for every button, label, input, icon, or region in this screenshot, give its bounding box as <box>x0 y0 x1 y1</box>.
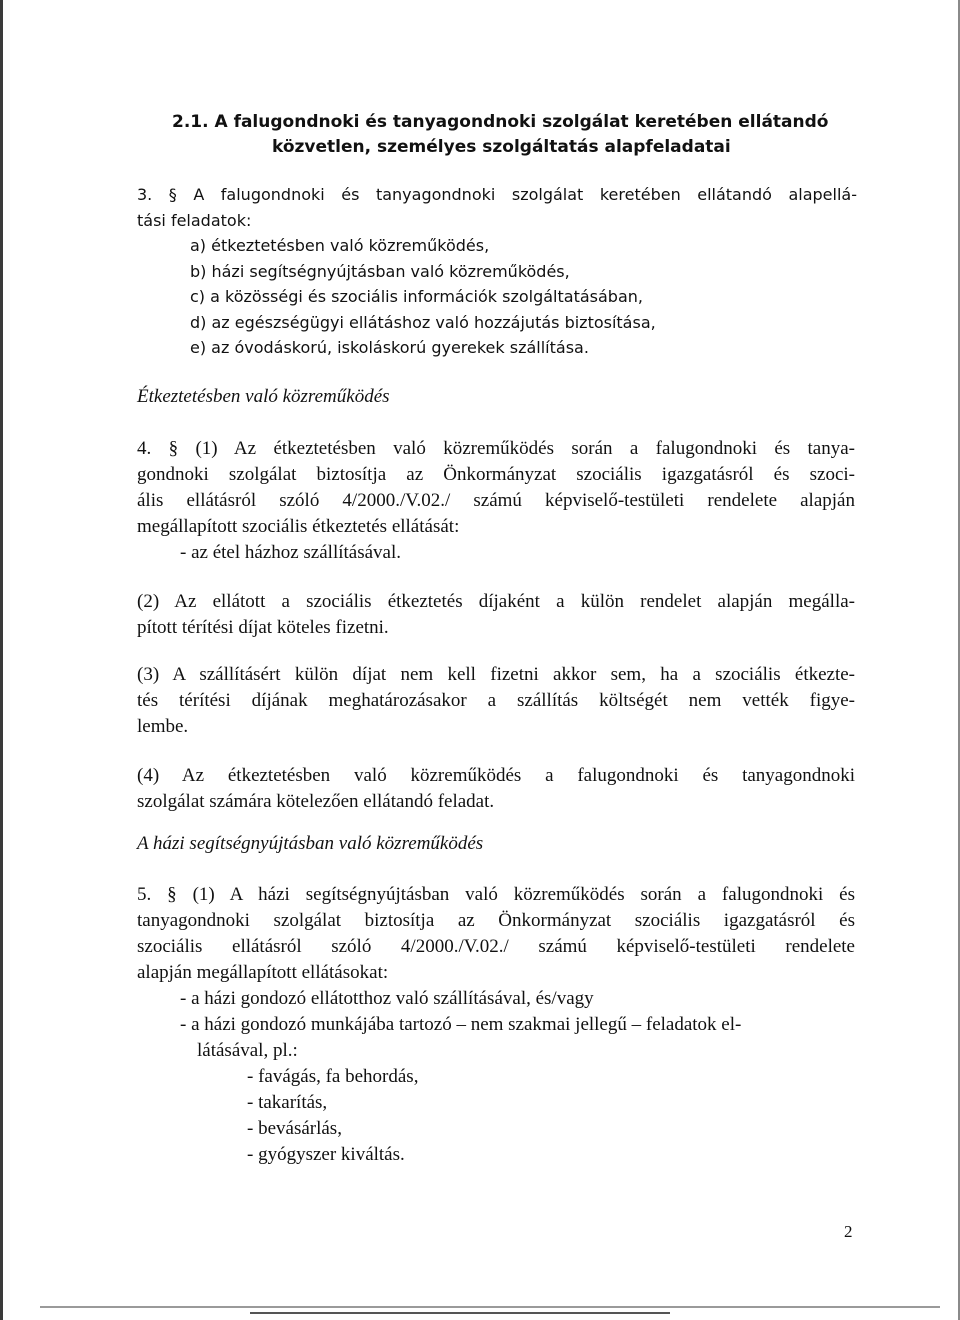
heading-line-2: közvetlen, személyes szolgáltatás alapfeladatai <box>272 137 731 157</box>
s4-p1-item: - az étel házhoz szállításával. <box>180 542 402 563</box>
s5-p1-line: 5. § (1) A házi segítségnyújtásban való közreműködés során a falugondnoki és <box>137 884 855 905</box>
s4-p1-line: megállapított szociális étkeztetés ellátását: <box>137 516 460 537</box>
s5-paragraph-1 <box>137 882 855 1168</box>
s3-item-c: c) a közösségi és szociális információk szolgáltatásában, <box>190 287 643 306</box>
s4-p4-line: szolgálat számára kötelezően ellátandó feladat. <box>137 791 495 812</box>
s3-item-a: a) étkeztetésben való közreműködés, <box>190 236 490 255</box>
s5-subitem: - gyógyszer kiváltás. <box>247 1144 405 1165</box>
s4-p3-line: lembe. <box>137 716 189 737</box>
heading-line-1: 2.1. A falugondnoki és tanyagondnoki szolgálat keretében ellátandó <box>172 112 829 132</box>
s5-subitem: - takarítás, <box>247 1092 328 1113</box>
s4-p3-line: (3) A szállításért külön díjat nem kell fizetni akkor sem, ha a szociális étkezte- <box>137 664 855 685</box>
s5-p1-line: tanyagondnoki szolgálat biztosítja az Önkormányzat szociális igazgatásról és <box>137 910 855 931</box>
s5-p1-line: szociális ellátásról szóló 4/2000./V.02./ számú képviselő-testületi rendelete <box>137 936 855 957</box>
s3-item-d: d) az egészségügyi ellátáshoz való hozzájutás biztosítása, <box>190 312 656 332</box>
s5-subitem: - bevásárlás, <box>247 1118 342 1139</box>
s5-item: - a házi gondozó ellátotthoz való szállításával, és/vagy <box>180 988 594 1009</box>
s5-item: - a házi gondozó munkájába tartozó – nem szakmai jellegű – feladatok el- <box>180 1014 742 1035</box>
s4-paragraph-3 <box>137 662 855 740</box>
scan-edge-bottom-dark <box>250 1312 670 1314</box>
scan-edge-bottom <box>40 1306 940 1308</box>
page-number: 2 <box>844 1222 853 1241</box>
s4-paragraph-2 <box>137 589 855 641</box>
section-3 <box>137 182 857 361</box>
s3-intro-line-1: 3. § A falugondnoki és tanyagondnoki szolgálat keretében ellátandó alapellá- <box>137 185 857 204</box>
s4-p2-line: pított térítési díjat köteles fizetni. <box>137 617 389 638</box>
s3-item-e: e) az óvodáskorú, iskoláskorú gyerekek szállítása. <box>190 338 589 357</box>
s4-paragraph-4 <box>137 763 855 815</box>
section-title-etkeztetes: Étkeztetésben való közreműködés <box>137 386 390 407</box>
s3-intro-line-2: tási feladatok: <box>137 210 252 230</box>
page-heading <box>172 110 872 160</box>
s4-p3-line: tés térítési díjának meghatározásakor a szállítás költségét nem vették figye- <box>137 690 855 711</box>
s4-p4-line: (4) Az étkeztetésben való közreműködés a falugondnoki és tanyagondnoki <box>137 765 855 786</box>
s4-p1-line: gondnoki szolgálat biztosítja az Önkormányzat szociális igazgatásról és szoci- <box>137 464 855 485</box>
s5-p1-line: alapján megállapított ellátásokat: <box>137 962 389 983</box>
s5-subitem: - favágás, fa behordás, <box>247 1066 419 1087</box>
section-title-hazi-segitseg: A házi segítségnyújtásban való közreműködés <box>137 833 484 854</box>
scan-edge-left <box>0 0 3 1320</box>
s4-p2-line: (2) Az ellátott a szociális étkeztetés díjaként a külön rendelet alapján megálla- <box>137 591 855 612</box>
s3-item-b: b) házi segítségnyújtásban való közreműködés, <box>190 261 570 281</box>
s4-p1-line: 4. § (1) Az étkeztetésben való közreműködés során a falugondnoki és tanya- <box>137 438 855 459</box>
s4-paragraph-1 <box>137 436 855 566</box>
s4-p1-line: ális ellátásról szóló 4/2000./V.02./ számú képviselő-testületi rendelete alapján <box>137 490 855 511</box>
s5-item: látásával, pl.: <box>197 1040 298 1061</box>
